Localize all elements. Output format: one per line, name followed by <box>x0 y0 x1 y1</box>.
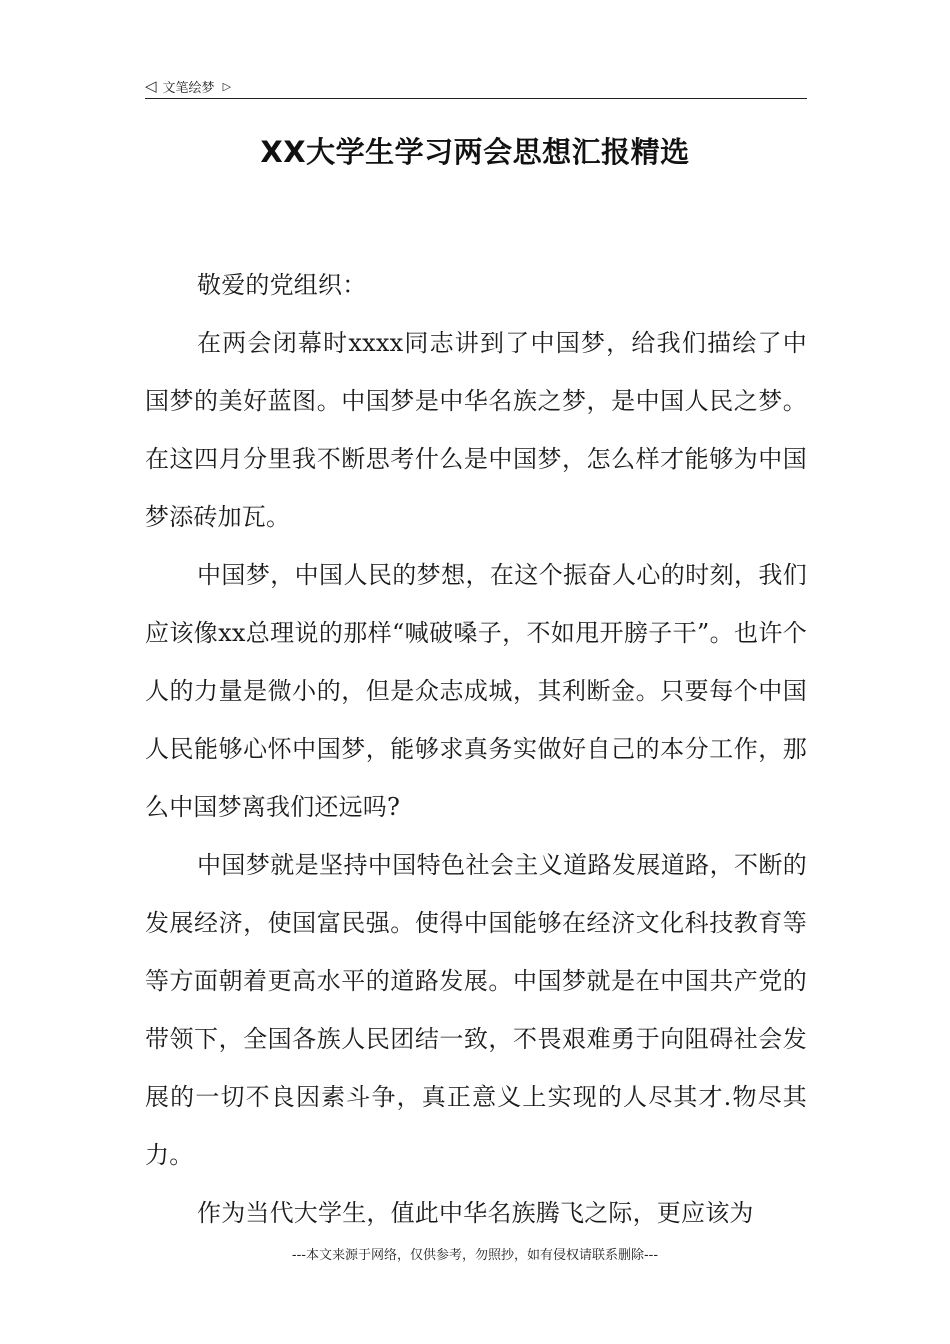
greeting: 敬爱的党组织： <box>197 271 367 299</box>
page-footer: ---本文来源于网络，仅供参考，勿照抄，如有侵权请联系删除--- <box>291 1248 659 1263</box>
page-header <box>145 74 807 99</box>
paragraph-3: 中国梦就是坚持中国特色社会主义道路发展道路，不断的发展经济，使国富民强。使得中国能够在经济文化科技教育等等方面朝着更高水平的道路发展。中国梦就是在中国共产党的带领下，全国各族人民团结一致，不畏艰难勇于向阻碍社会发展的一切不良因素斗争，真正意义上实现的人尽其才.物尽其力。 <box>145 851 807 1169</box>
paragraph-2: 中国梦，中国人民的梦想，在这个振奋人心的时刻，我们应该像xx总理说的那样“喊破嗓子，不如甩开膀子干”。也许个人的力量是微小的，但是众志成城，其利断金。只要每个中国人民能够心怀中国梦，能够求真务实做好自己的本分工作，那么中国梦离我们还远吗? <box>145 561 807 821</box>
triangle-right-icon: ▷ <box>222 79 232 93</box>
header-text: 文笔绘梦 <box>162 80 215 96</box>
paragraph-1: 在两会闭幕时xxxx同志讲到了中国梦，给我们描绘了中国梦的美好蓝图。中国梦是中华名族之梦，是中国人民之梦。在这四月分里我不断思考什么是中国梦，怎么样才能够为中国梦添砖加瓦。 <box>145 329 807 531</box>
paragraph-4: 作为当代大学生，值此中华名族腾飞之际，更应该为 <box>197 1199 754 1227</box>
document-body <box>145 256 807 1242</box>
document-title: XX大学生学习两会思想汇报精选 <box>260 135 690 169</box>
triangle-left-icon: ◁ <box>145 76 157 95</box>
